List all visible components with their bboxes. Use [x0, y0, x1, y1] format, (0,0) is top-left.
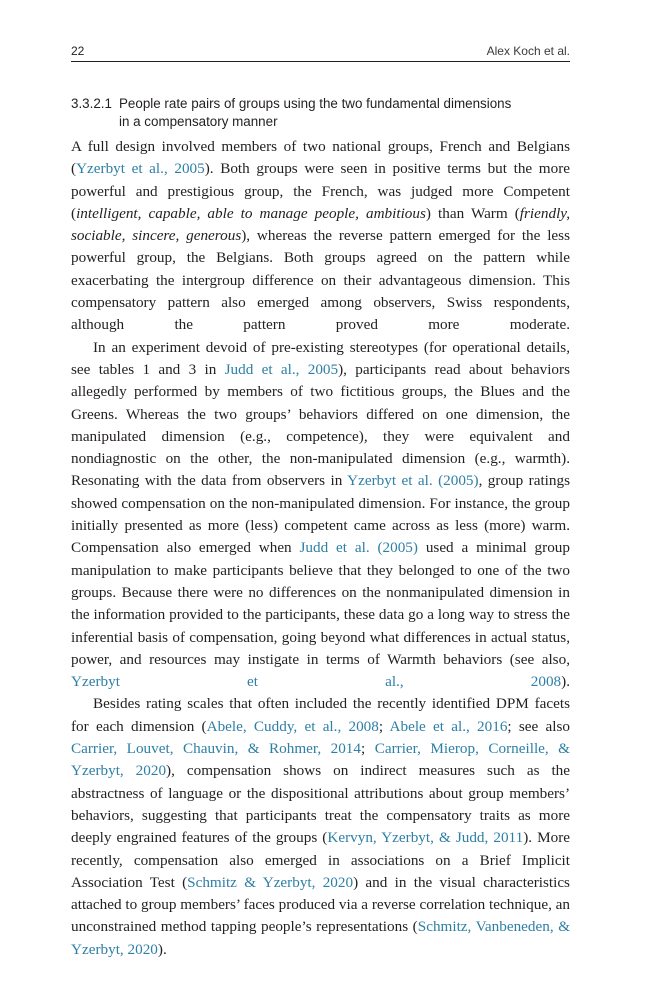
running-header — [71, 41, 570, 62]
citation-link[interactable]: Judd et al. (2005) — [299, 539, 418, 557]
text-run: ) than Warm ( — [425, 204, 520, 222]
running-head-authors: Alex Koch et al. — [486, 44, 570, 58]
section-number: 3.3.2.1 — [71, 96, 112, 111]
text-run: , group ratings showed compensation on the non-manipulated dimension. For instance, the group initially presented as more (less) competent came across as less (more) warm. Compensation also emerged when — [71, 472, 570, 557]
page-number: 22 — [71, 44, 85, 58]
text-run: ; — [378, 717, 390, 735]
citation-link[interactable]: Schmitz & Yzerbyt, 2020 — [187, 873, 354, 891]
citation-link[interactable]: Kervyn, Yzerbyt, & Judd, 2011 — [327, 829, 524, 847]
section-title-line-2: in a compensatory manner — [119, 114, 278, 129]
citation-link[interactable]: Carrier, Louvet, Chauvin, & Rohmer, 2014 — [71, 740, 361, 758]
text-run: used a minimal group manipulation to make participants believe that they belonged to one of the two groups. Because there were no differences on the nonmanipulated dimension in the information provided to the participants, these data go a long way to stress the inferential basis of compensation, going beyond what differences in actual status, power, and resources may instigate in terms of Warmth behaviors (see also, — [71, 539, 570, 668]
text-run: A full design involved members of two national groups, French and Belgians ( — [71, 138, 570, 178]
text-run: ) and in the visual characteristics attached to group members’ faces produced via a reverse correlation technique, an unconstrained method tapping people’s representations ( — [71, 873, 570, 936]
citation-link[interactable]: Judd et al., 2005 — [224, 360, 339, 378]
text-run: Besides rating scales that often included the recently identified DPM facets for each dimension ( — [71, 695, 570, 735]
paragraph — [71, 136, 570, 337]
citation-link[interactable]: Yzerbyt et al., 2005 — [76, 160, 205, 178]
text-run: ; see also — [507, 717, 570, 735]
paragraph — [71, 693, 570, 961]
citation-link[interactable]: Abele, Cuddy, et al., 2008 — [206, 717, 379, 735]
section-heading — [71, 95, 570, 131]
paragraph — [71, 337, 570, 694]
text-run: ). More recently, compensation also emerged in associations on a Brief Implicit Association Test ( — [71, 829, 570, 891]
text-run: ), participants read about behaviors allegedly performed by members of two fictitious groups, the Blues and the Greens. Whereas the two groups’ behaviors differed on one dimension, the manipulated dimension (e.g., competence), they were equivalent and nondiagnostic on the other, the non-manipulated dimension (e.g., warmth). Resonating with the data from observers in — [71, 360, 570, 490]
citation-link[interactable]: Yzerbyt et al., 2008 — [71, 673, 562, 691]
text-run: In an experiment devoid of pre-existing stereotypes (for operational details, see tables 1 and 3 in — [71, 338, 570, 378]
text-run: ), whereas the reverse pattern emerged for the less powerful group, the Belgians. Both groups agreed on the pattern while exacerbating the intergroup difference on their advantageous dimension. This compensatory pattern also emerged among observers, Swiss respondents, although the pattern proved more moderate. — [71, 227, 570, 334]
citation-link[interactable]: Abele et al., 2016 — [389, 717, 508, 735]
text-run: ), compensation shows on indirect measures such as the abstractness of language or the dispositional attributions about group members’ behaviors, suggesting that participants treat the compensatory traits as more deeply engrained features of the groups ( — [71, 762, 570, 847]
section-title-line-1: People rate pairs of groups using the two fundamental dimensions — [119, 96, 512, 111]
citation-link[interactable]: Carrier, Mierop, Corneille, & Yzerbyt, 2020 — [71, 740, 570, 780]
text-run: ; — [361, 740, 375, 758]
text-run: ). — [561, 673, 570, 691]
italic-text: intelligent, capable, able to manage people, ambitious — [76, 204, 426, 222]
italic-text: friendly, sociable, sincere, generous — [71, 204, 570, 245]
citation-link[interactable]: Yzerbyt et al. (2005) — [347, 472, 479, 490]
text-run: ). — [157, 940, 167, 958]
citation-link[interactable]: Schmitz, Vanbeneden, & Yzerbyt, 2020 — [71, 918, 571, 958]
text-run: ). Both groups were seen in positive terms but the more powerful and prestigious group, the French, was judged more Competent ( — [71, 160, 570, 222]
body-text — [71, 136, 570, 961]
